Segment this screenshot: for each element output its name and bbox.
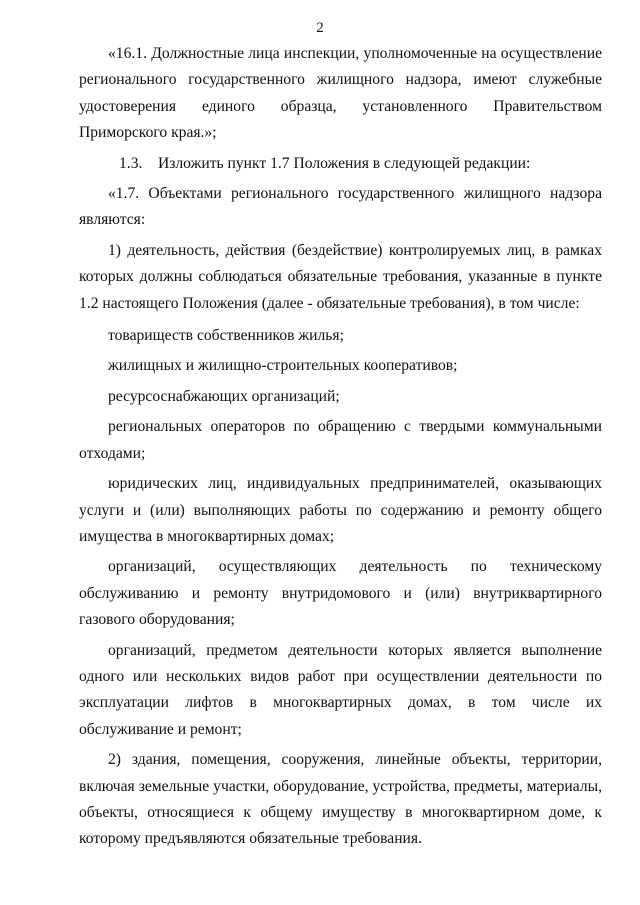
list-item: организаций, осуществляющих деятельность по техническому обслуживанию и ремонту внутридомового и (или) внутриквартирного газового оборудования;: [79, 558, 602, 629]
page-number: 2: [316, 20, 324, 36]
document-body: [79, 41, 602, 857]
list-item: региональных операторов по обращению с твердыми коммунальными отходами;: [79, 418, 602, 462]
paragraph-item-1: 1) деятельность, действия (бездействие) контролируемых лиц, в рамках которых должны соблюдаться обязательные требования, указанные в пункте 1.2 настоящего Положения (далее - обязательные требования), в том числе:: [79, 241, 602, 312]
list-item: ресурсоснабжающих организаций;: [108, 387, 340, 405]
paragraph-1-7: «1.7. Объектами регионального государственного жилищного надзора являются:: [79, 185, 602, 229]
list-item: организаций, предметом деятельности которых является выполнение одного или нескольких видов работ при осуществлении деятельности по эксплуатации лифтов в многоквартирных домах, в том числе их обслуживание и ремонт;: [79, 641, 602, 738]
paragraph-16-1: «16.1. Должностные лица инспекции, уполномоченные на осуществление регионального государственного жилищного надзора, имеют служебные удостоверения единого образца, установленного Правительством Приморского края.»;: [79, 45, 602, 142]
list-item: жилищных и жилищно-строительных кооперативов;: [108, 357, 458, 375]
list-item: товариществ собственников жилья;: [108, 327, 344, 345]
paragraph-1-3: 1.3. Изложить пункт 1.7 Положения в следующей редакции:: [119, 154, 531, 172]
list-item: юридических лиц, индивидуальных предпринимателей, оказывающих услуги и (или) выполняющих работы по содержанию и ремонту общего имущества в многоквартирных домах;: [79, 475, 602, 545]
paragraph-item-2: 2) здания, помещения, сооружения, линейные объекты, территории, включая земельные участки, оборудование, устройства, предметы, материалы, объекты, относящиеся к общему имуществу в многоквартирном доме, к которому предъявляются обязательные требования.: [79, 751, 602, 848]
